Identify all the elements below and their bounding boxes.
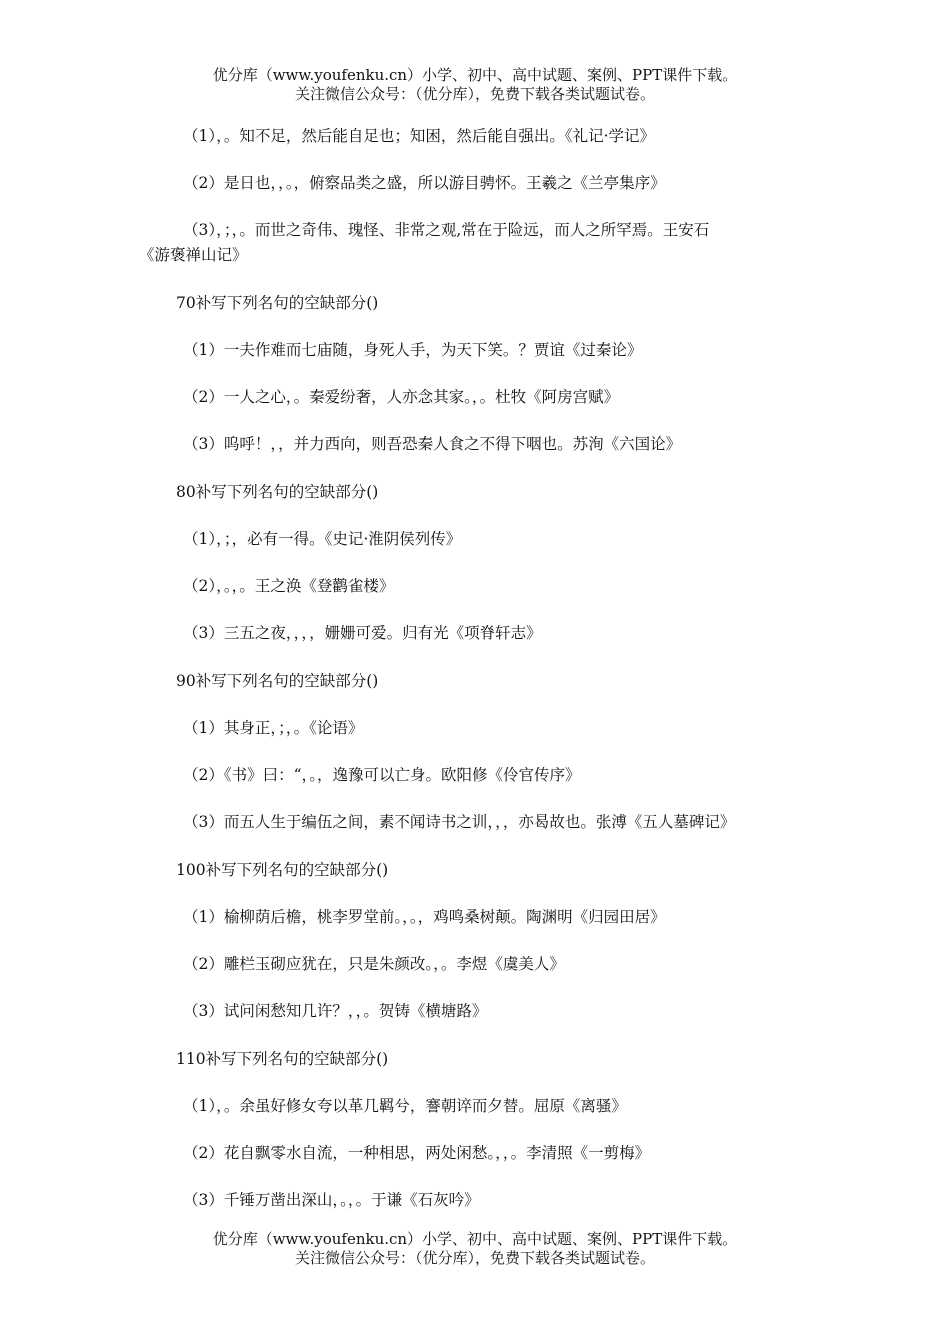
text-line: （3）呜呼！，，并力西向，则吾恐秦人食之不得下咽也。苏洵《六国论》: [183, 435, 682, 453]
text-line: （1），。余虽好修女夸以革几羁兮，謇朝谇而夕替。屈原《离骚》: [183, 1097, 627, 1115]
text-line: 《游褒禅山记》: [139, 246, 248, 264]
text-line: （2）《书》曰：“，。，逸豫可以亡身。欧阳修《伶官传序》: [183, 766, 581, 784]
question-heading: 100补写下列名句的空缺部分(): [176, 861, 389, 879]
text-line: （2），。，。王之涣《登鹳雀楼》: [183, 577, 395, 595]
text-line: （3）而五人生于编伍之间，素不闻诗书之训，，，亦曷故也。张溥《五人墓碑记》: [183, 813, 736, 831]
question-heading: 110补写下列名句的空缺部分(): [176, 1050, 389, 1068]
page-footer: [0, 1230, 950, 1268]
text-line: （3）千锤万凿出深山，。，。于谦《石灰吟》: [183, 1191, 480, 1209]
text-line: （1）一夫作难而七庙随，身死人手，为天下笑。？贾谊《过秦论》: [183, 341, 643, 359]
text-line: （3），；，。而世之奇伟、瑰怪、非常之观,常在于险远，而人之所罕焉。王安石: [183, 221, 710, 239]
text-line: （1），；，必有一得。《史记·淮阴侯列传》: [183, 530, 462, 548]
text-line: （2）花自飘零水自流，一种相思，两处闲愁。，，。李清照《一剪梅》: [183, 1144, 651, 1162]
question-heading: 80补写下列名句的空缺部分(): [176, 483, 379, 501]
footer-line-2: 关注微信公众号：（优分库），免费下载各类试题试卷。: [294, 1249, 655, 1267]
question-heading: 70补写下列名句的空缺部分(): [176, 294, 379, 312]
text-line: （1），。知不足，然后能自足也；知困，然后能自强出。《礼记·学记》: [183, 127, 656, 145]
text-line: （1）榆柳荫后檐，桃李罗堂前。，。，鸡鸣桑树颠。陶渊明《归园田居》: [183, 908, 666, 926]
header-line-1: 优分库（www.youfenku.cn）小学、初中、高中试题、案例、PPT课件下载。: [212, 66, 738, 84]
header-line-2: 关注微信公众号：（优分库），免费下载各类试题试卷。: [294, 85, 655, 103]
text-line: （2）雕栏玉砌应犹在，只是朱颜改。，。李煜《虞美人》: [183, 955, 565, 973]
text-line: （3）试问闲愁知几许？，，。贺铸《横塘路》: [183, 1002, 488, 1020]
text-line: （3）三五之夜，，，，姗姗可爱。归有光《项脊轩志》: [183, 624, 542, 642]
footer-line-1: 优分库（www.youfenku.cn）小学、初中、高中试题、案例、PPT课件下载。: [212, 1230, 738, 1248]
text-line: （2）一人之心，。秦爱纷奢，人亦念其家。，。杜牧《阿房宫赋》: [183, 388, 620, 406]
question-heading: 90补写下列名句的空缺部分(): [176, 672, 379, 690]
page-header: [0, 66, 950, 104]
text-line: （2）是日也，，。，俯察品类之盛，所以游目骋怀。王羲之《兰亭集序》: [183, 174, 666, 192]
text-line: （1）其身正，；，。《论语》: [183, 719, 364, 737]
